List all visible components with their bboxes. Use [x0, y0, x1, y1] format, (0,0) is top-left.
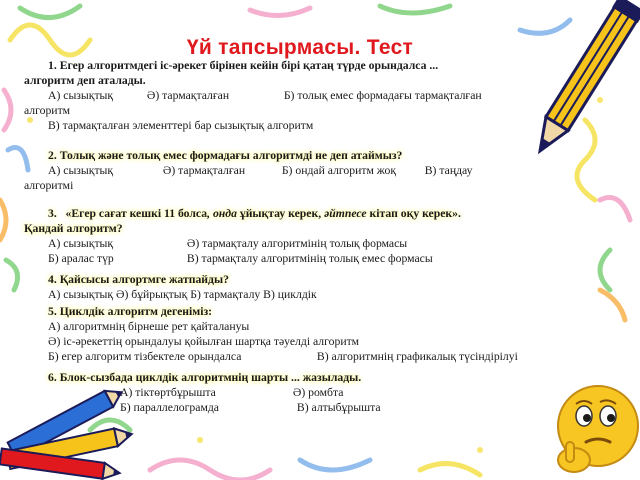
- option-a: А) сызықтық: [48, 237, 114, 250]
- question-3-quote-start: «Егер сағат кешкі 11 болса: [65, 207, 208, 220]
- page-title: Үй тапсырмасы. Тест: [186, 36, 414, 59]
- question-3-quote-end: кітап оқу керек».: [366, 207, 461, 220]
- question-3-emphasis-1: , онда: [207, 207, 237, 220]
- question-1: [24, 58, 564, 133]
- option-ae: Ә) іс-әрекеттің орындалуы қойылған шартқа тәуелді алгоритм: [48, 335, 360, 348]
- option-ae: Ә) тармақталу алгоритмінің толық формасы: [186, 237, 408, 250]
- question-1-text-cont: алгоритм деп аталады.: [24, 74, 146, 87]
- option-v: В) алтыбұрышта: [296, 401, 381, 414]
- question-6-text: 6. Блок-сызбада циклдік алгоритмнің шарты ... жазылады.: [48, 371, 362, 384]
- option-ae: Ә) тармақталған: [146, 89, 230, 102]
- question-3: [24, 206, 564, 266]
- question-2: [24, 148, 564, 193]
- option-v: В) тармақталу алгоритмінің толық емес формасы: [186, 252, 433, 265]
- option-v: В) таңдау: [424, 164, 473, 177]
- option-b: Б) аралас түр: [48, 252, 114, 265]
- option-a: А) тіктөртбұрышта: [120, 386, 216, 399]
- option-a: А) сызықтық: [48, 164, 114, 177]
- option-a: А) сызықтық: [48, 89, 114, 102]
- option-b: Б) егер алгоритм тізбектеле орындалса: [48, 350, 242, 363]
- question-3-options-row-2: [24, 251, 564, 266]
- option-b: Б) параллелограмда: [120, 401, 219, 414]
- question-6-options-row-2: [24, 400, 564, 415]
- question-5-text: 5. Циклдік алгоритм дегеніміз:: [48, 305, 213, 318]
- question-2-text: 2. Толық және толық емес формадағы алгоритмді не деп атаймыз?: [48, 149, 403, 162]
- question-4: [24, 272, 564, 302]
- question-1-options-row: [24, 88, 564, 103]
- question-5: [24, 304, 564, 364]
- option-b: Б) ондай алгоритм жоқ: [281, 164, 397, 177]
- question-3-text-cont: Қандай алгоритм?: [24, 222, 123, 235]
- question-2-options-row: [24, 163, 564, 178]
- question-1-text: 1. Егер алгоритмдегі іс-әрекет бірінен кейін бірі қатаң түрде орындалса ...: [48, 59, 439, 72]
- option-ae: Ә) ромбта: [292, 386, 344, 399]
- question-3-quote-mid: ұйықтау керек,: [236, 207, 325, 220]
- question-3-emphasis-2: әйтпесе: [324, 207, 367, 220]
- question-6: [24, 370, 564, 415]
- option-b-cont: алгоритм: [24, 104, 71, 117]
- option-v-cont: алгоритмі: [24, 179, 74, 192]
- question-3-number: 3.: [48, 207, 57, 220]
- option-b: Б) толық емес формадағы тармақталған: [283, 89, 482, 102]
- option-a: А) алгоритмнің бірнеше рет қайталануы: [48, 320, 250, 333]
- question-4-text: 4. Қайсысы алгортмге жатпайды?: [48, 273, 229, 286]
- option-v: В) тармақталған элементтері бар сызықтық алгоритм: [48, 119, 314, 132]
- question-5-options-row: [24, 349, 564, 364]
- option-v: В) алгоритмнің графикалық түсіндірілуі: [316, 350, 518, 363]
- question-6-options-row-1: [24, 385, 564, 400]
- question-3-text: [24, 206, 564, 221]
- option-ae: Ә) тармақталған: [162, 164, 246, 177]
- question-4-options: А) сызықтық Ә) бұйрықтық Б) тармақталу В) циклдік: [48, 288, 317, 301]
- question-3-options-row-1: [24, 236, 564, 251]
